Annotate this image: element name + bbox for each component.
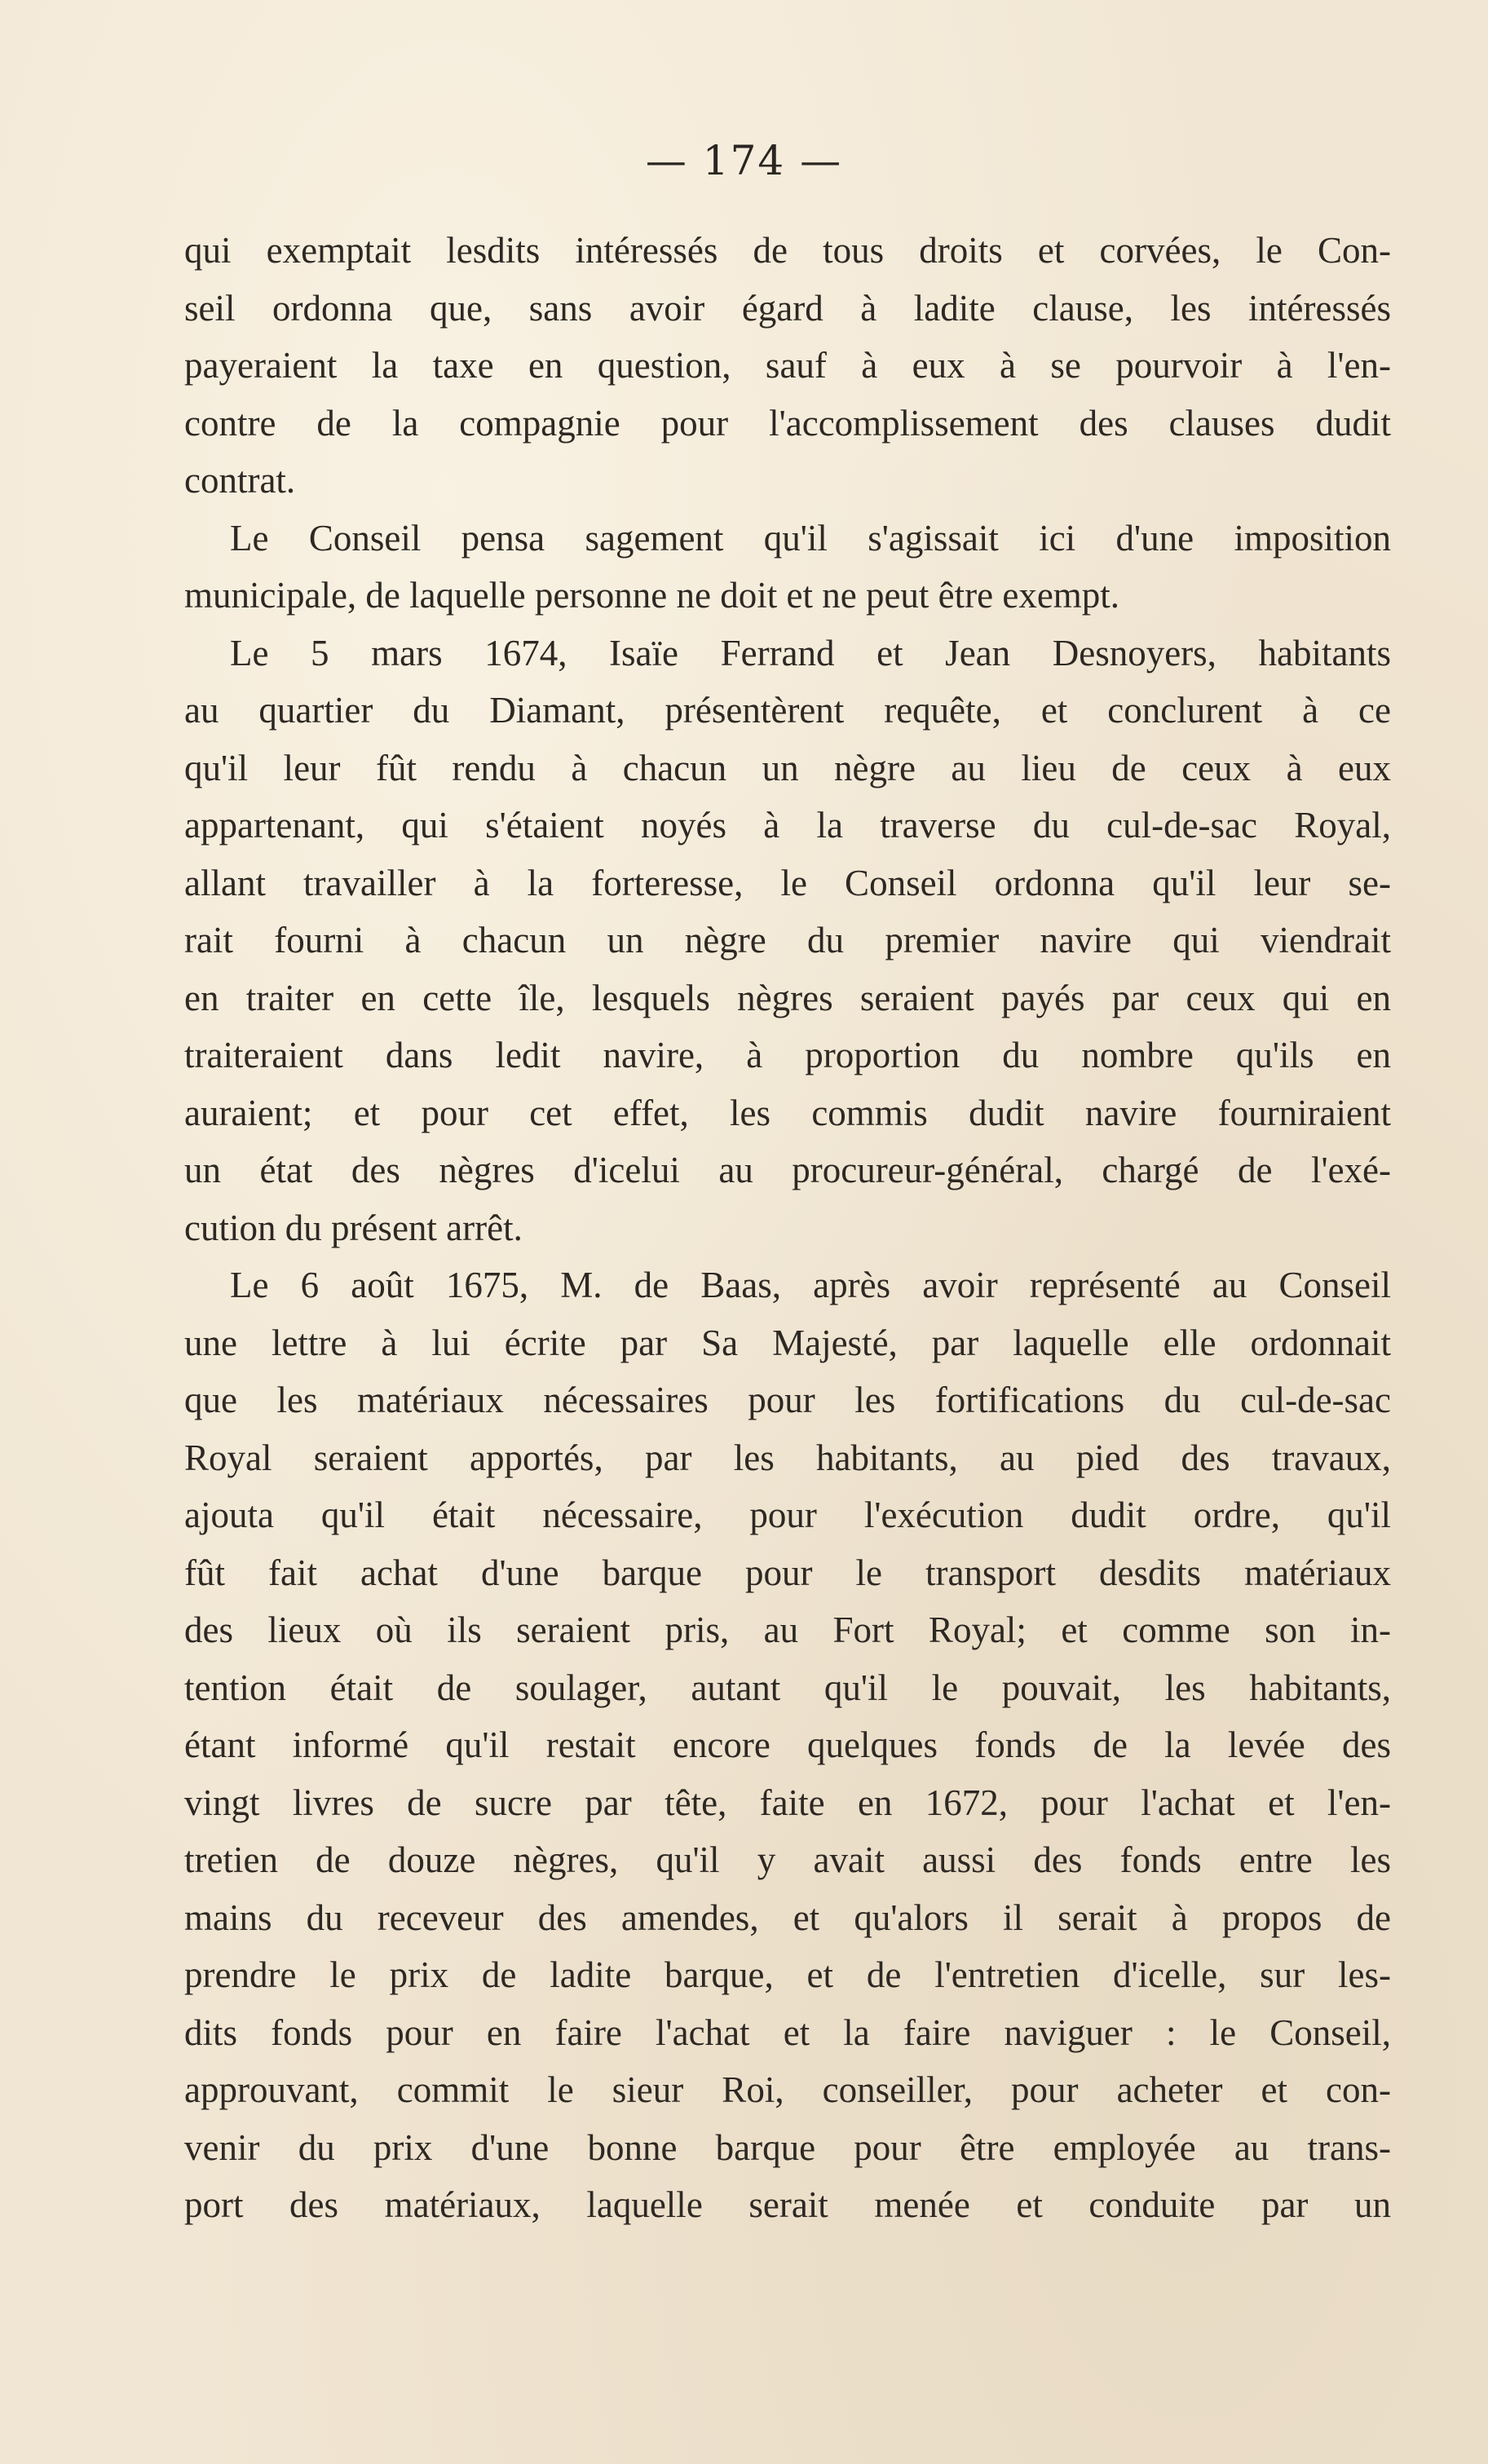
body-text <box>184 222 1391 2234</box>
text-line: qui exemptait lesdits intéressés de tous droits et corvées, le Con- <box>184 230 1391 271</box>
text-line: allant travailler à la forteresse, le Conseil ordonna qu'il leur se- <box>184 862 1391 903</box>
text-line: appartenant, qui s'étaient noyés à la traverse du cul-de-sac Royal, <box>184 805 1391 846</box>
text-line: étant informé qu'il restait encore quelques fonds de la levée des <box>184 1724 1391 1765</box>
text-line: une lettre à lui écrite par Sa Majesté, par laquelle elle ordonnait <box>184 1322 1391 1363</box>
page-number: — 174 — <box>645 137 843 184</box>
text-line: fût fait achat d'une barque pour le transport desdits matériaux <box>184 1552 1391 1593</box>
text-line: tretien de douze nègres, qu'il y avait aussi des fonds entre les <box>184 1839 1391 1880</box>
text-line: cution du présent arrêt. <box>184 1207 523 1248</box>
text-line: venir du prix d'une bonne barque pour être employée au trans- <box>184 2126 1391 2168</box>
text-line: qu'il leur fût rendu à chacun un nègre au lieu de ceux à eux <box>184 747 1391 788</box>
text-line: tention était de soulager, autant qu'il le pouvait, les habitants, <box>184 1667 1391 1708</box>
text-line: rait fourni à chacun un nègre du premier navire qui viendrait <box>184 920 1391 960</box>
text-line: contrat. <box>184 460 296 501</box>
text-line: Royal seraient apportés, par les habitants, au pied des travaux, <box>184 1437 1391 1478</box>
text-line: un état des nègres d'icelui au procureur-général, chargé de l'exé- <box>184 1150 1391 1190</box>
text-line: seil ordonna que, sans avoir égard à ladite clause, les intéressés <box>184 287 1391 329</box>
text-line: Le 5 mars 1674, Isaïe Ferrand et Jean Desnoyers, habitants <box>230 632 1391 673</box>
text-line: traiteraient dans ledit navire, à proportion du nombre qu'ils en <box>184 1035 1391 1075</box>
text-line: dits fonds pour en faire l'achat et la faire naviguer : le Conseil, <box>184 2011 1391 2053</box>
text-line: Le 6 août 1675, M. de Baas, après avoir représenté au Conseil <box>230 1265 1391 1305</box>
text-line: approuvant, commit le sieur Roi, conseiller, pour acheter et con- <box>184 2069 1391 2110</box>
text-line: en traiter en cette île, lesquels nègres seraient payés par ceux qui en <box>184 977 1391 1018</box>
text-line: municipale, de laquelle personne ne doit et ne peut être exempt. <box>184 575 1120 616</box>
text-line: des lieux où ils seraient pris, au Fort Royal; et comme son in- <box>184 1610 1391 1650</box>
text-line: port des matériaux, laquelle serait menée et conduite par un <box>184 2184 1391 2225</box>
text-line: que les matériaux nécessaires pour les fortifications du cul-de-sac <box>184 1380 1391 1420</box>
text-line: ajouta qu'il était nécessaire, pour l'exécution dudit ordre, qu'il <box>184 1495 1391 1535</box>
text-line: auraient; et pour cet effet, les commis dudit navire fourniraient <box>184 1092 1391 1133</box>
text-line: au quartier du Diamant, présentèrent requête, et conclurent à ce <box>184 690 1391 731</box>
text-line: vingt livres de sucre par tête, faite en 1672, pour l'achat et l'en- <box>184 1782 1391 1823</box>
text-line: payeraient la taxe en question, sauf à eux à se pourvoir à l'en- <box>184 345 1391 386</box>
text-line: mains du receveur des amendes, et qu'alors il serait à propos de <box>184 1897 1391 1938</box>
text-line: contre de la compagnie pour l'accomplissement des clauses dudit <box>184 402 1391 444</box>
text-line: Le Conseil pensa sagement qu'il s'agissait ici d'une imposition <box>230 517 1391 559</box>
text-line: prendre le prix de ladite barque, et de l'entretien d'icelle, sur les- <box>184 1954 1391 1995</box>
